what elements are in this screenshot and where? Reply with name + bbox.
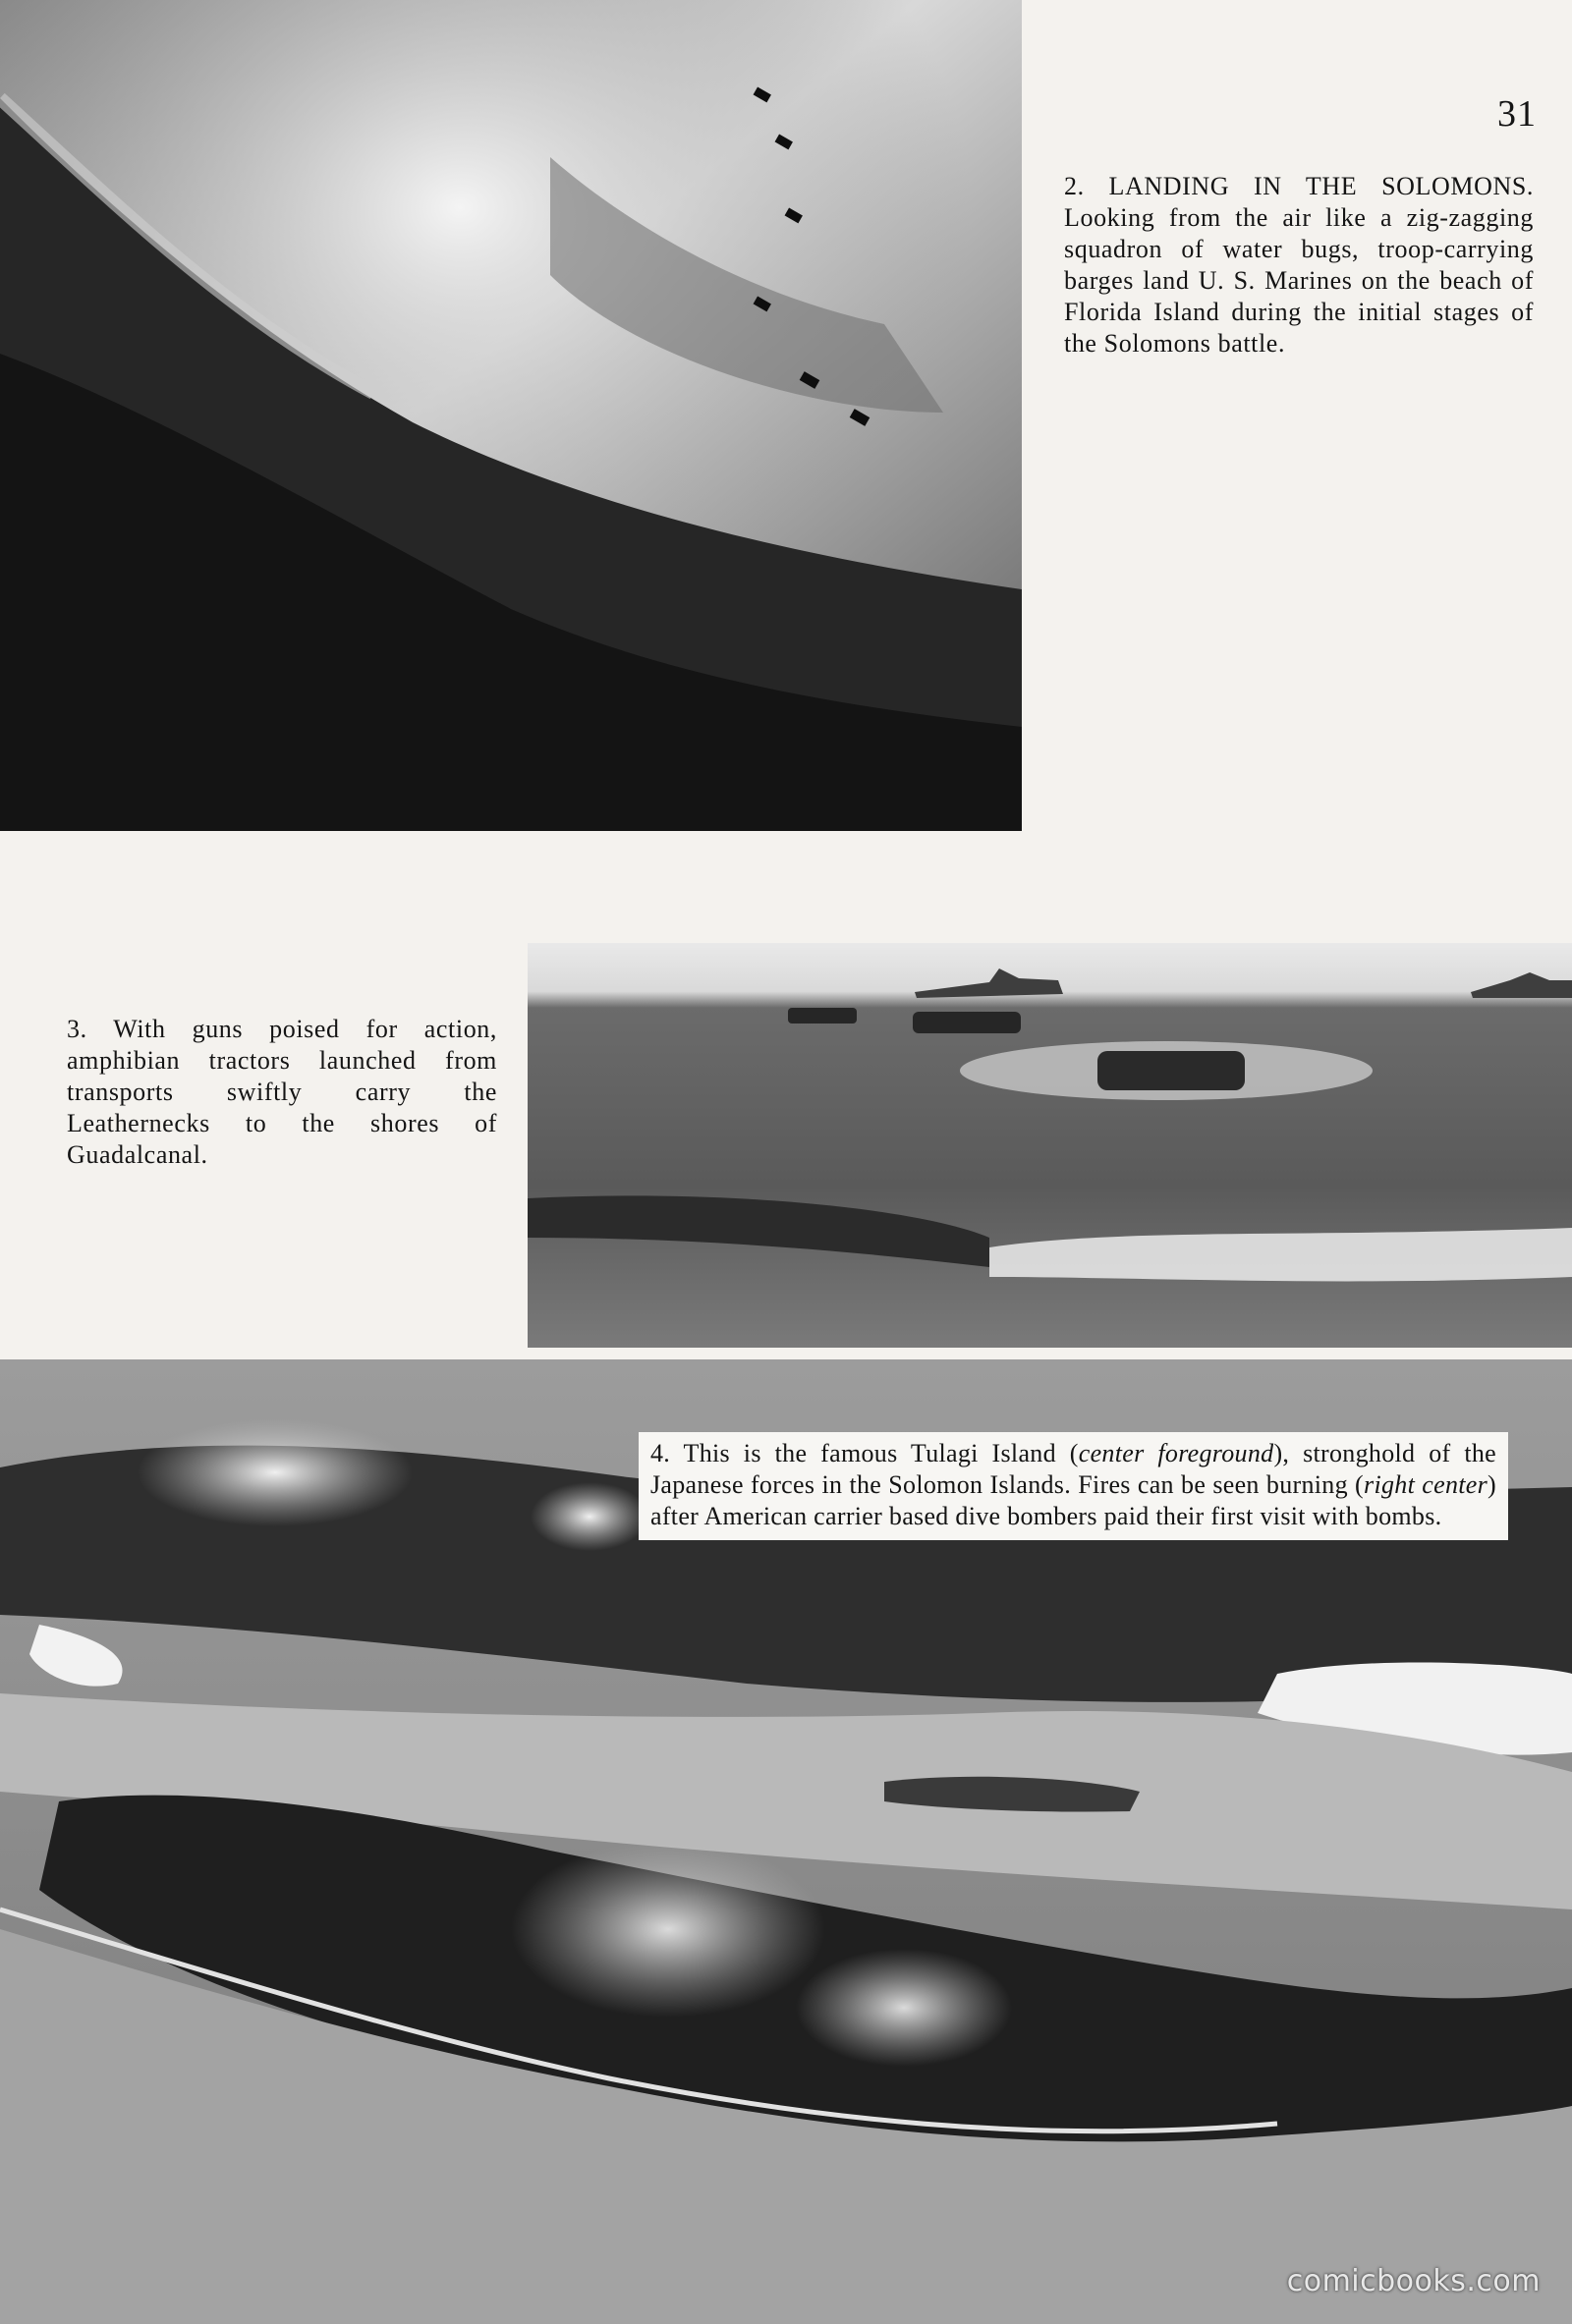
caption-4-text-2: ), stronghold of the Japanese forces in the Solomon Islands. Fires can be seen burning ( [650, 1439, 1496, 1499]
caption-tulagi-island [639, 1432, 1508, 1540]
caption-amphibian-tractors: 3. With guns poised for action, amphibian tractors launched from transports swiftly carry the Leathernecks to the shores of Guadalcanal. [67, 1015, 497, 1169]
watermark-text: comicbooks.com [1286, 2264, 1541, 2298]
caption-4-text-3: ) after American carrier based dive bombers paid their first visit with bombs. [650, 1470, 1496, 1530]
landing-photo-image [0, 0, 1022, 831]
caption-landing-solomons: 2. LANDING IN THE SOLOMONS. Looking from the air like a zig-zagging squadron of water bugs, troop-carrying barges land U. S. Marines on the beach of Florida Island during the initial stages of the Solomons battle. [1064, 172, 1534, 358]
caption-4-italic-right-center: right center [1364, 1470, 1488, 1499]
photo-landing-solomons [0, 0, 1022, 831]
tractors-photo-image [528, 943, 1572, 1348]
page-number: 31 [1497, 93, 1537, 135]
caption-4-italic-center-foreground: center foreground [1078, 1439, 1274, 1467]
photo-amphibian-tractors [528, 943, 1572, 1348]
caption-4-text-1: 4. This is the famous Tulagi Island ( [650, 1439, 1079, 1467]
